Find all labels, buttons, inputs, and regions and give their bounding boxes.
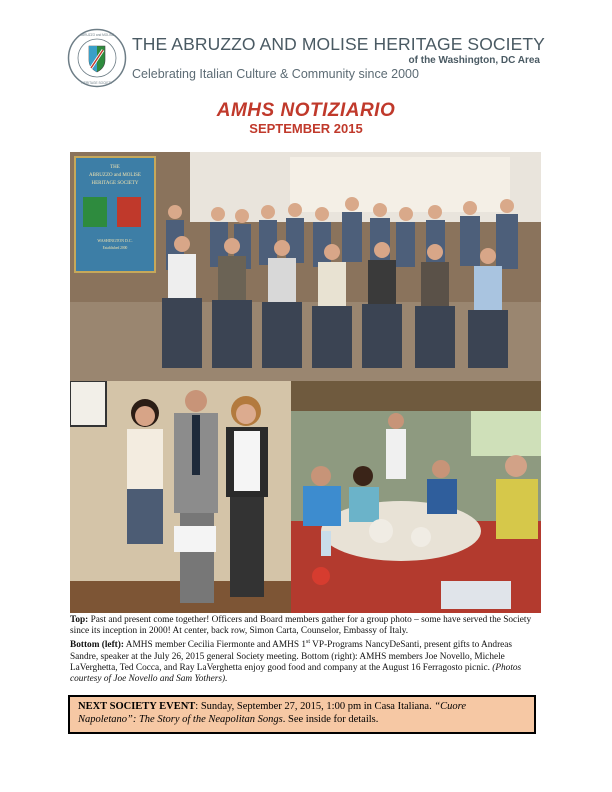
banner-text-4: WASHINGTON D.C. <box>97 238 133 243</box>
photo-caption <box>70 615 542 685</box>
next-event-box <box>68 695 536 734</box>
event-details: : Sunday, September 27, 2015, 1:00 pm in Casa Italiana. <box>195 701 435 712</box>
society-logo <box>67 28 127 88</box>
banner-text-1: THE <box>110 165 120 170</box>
gift-presentation-photo <box>70 381 291 613</box>
caption-bottom-text-a: AMHS member Cecilia Fiermonte and AMHS 1 <box>125 640 307 651</box>
banner-text-5: Established 2000 <box>102 246 128 250</box>
event-title: “Cuore Napoletano”: The Story of the Neapolitan Songs <box>78 701 467 725</box>
newsletter-title: AMHS NOTIZIARIO <box>216 100 396 121</box>
picnic-photo <box>291 381 541 613</box>
newsletter-date: SEPTEMBER 2015 <box>249 121 363 136</box>
svg-text:HERITAGE SOCIETY: HERITAGE SOCIETY <box>81 81 113 85</box>
org-location: of the Washington, DC Area <box>408 55 540 66</box>
group-photo <box>70 152 541 381</box>
caption-credit: (Photos courtesy of Joe Novello and Sam Yothers). <box>70 662 522 685</box>
caption-top-text: Past and present come together! Officers and Board members gather for a group photo – some have served the Society since its inception in 2000! At center, back row, Simon Carta, Counselor, Embassy of Italy. <box>70 615 532 637</box>
caption-bottom-label: Bottom (left): <box>70 640 124 651</box>
org-tagline: Celebrating Italian Culture & Community since 2000 <box>132 67 419 81</box>
event-tail: . See inside for details. <box>282 714 379 725</box>
event-label: NEXT SOCIETY EVENT <box>78 701 196 712</box>
banner-text-3: HERITAGE SOCIETY <box>91 181 139 186</box>
org-name: THE ABRUZZO AND MOLISE HERITAGE SOCIETY <box>132 34 545 54</box>
banner-text-2: ABRUZZO and MOLISE <box>89 173 141 178</box>
caption-top-label: Top: <box>70 615 89 625</box>
caption-bottom-sup: st <box>306 639 311 646</box>
caption-bottom-text-b: VP-Programs NancyDeSanti, present gifts to Andreas Sandre, speaker at the July 26, 2015 general Society meeting. Bottom (right): AMHS members Joe Novello, Michele LaVerghetta, Ted Cocca, and Ray LaVerghetta enjoy good food and company at the August 16 Ferragosto picnic. <box>70 640 513 673</box>
svg-text:ABRUZZO and MOLISE: ABRUZZO and MOLISE <box>79 33 115 37</box>
